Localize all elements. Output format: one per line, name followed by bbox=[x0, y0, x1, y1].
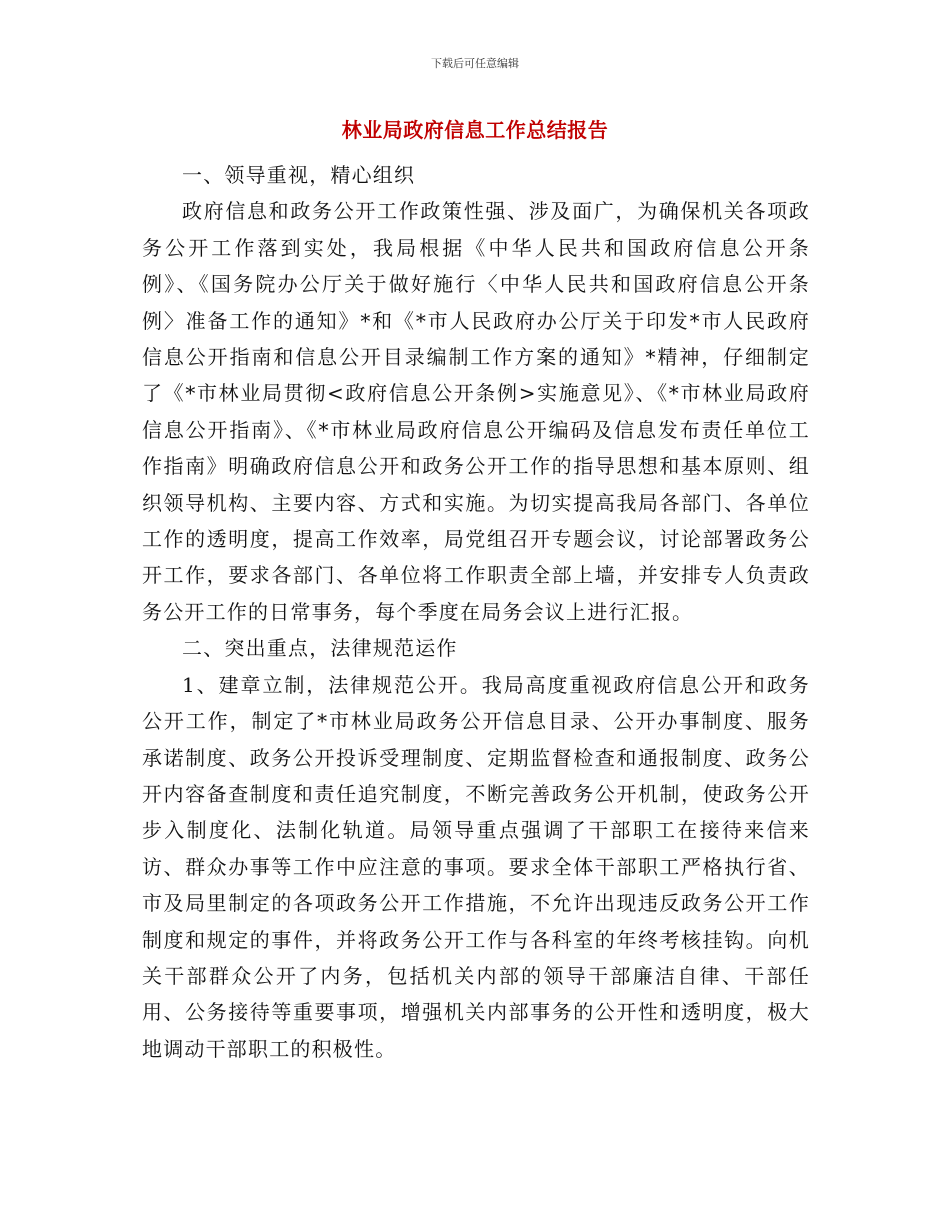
body-paragraph-2: 1、建章立制，法律规范公开。我局高度重视政府信息公开和政务公开工作，制定了*市林业局政务公开信息目录、公开办事制度、服务承诺制度、政务公开投诉受理制度、定期监督检查和通报制度、政务公开内容备查制度和责任追究制度，不断完善政务公开机制，使政务公开步入制度化、法制化轨道。局领导重点强调了干部职工在接待来信来访、群众办事等工作中应注意的事项。要求全体干部职工严格执行省、市及局里制定的各项政务公开工作措施，不允许出现违反政务公开工作制度和规定的事件，并将政务公开工作与各科室的年终考核挂钩。向机关干部群众公开了内务，包括机关内部的领导干部廉洁自律、干部任用、公务接待等重要事项，增强机关内部事务的公开性和透明度，极大地调动干部职工的积极性。 bbox=[142, 672, 810, 1061]
document-title: 林业局政府信息工作总结报告 bbox=[341, 118, 609, 142]
body-paragraph-1: 政府信息和政务公开工作政策性强、涉及面广，为确保机关各项政务公开工作落到实处，我局根据《中华人民共和国政府信息公开条例》、《国务院办公厅关于做好施行〈中华人民共和国政府信息公开条例〉准备工作的通知》*和《*市人民政府办公厅关于印发*市人民政府信息公开指南和信息公开目录编制工作方案的通知》*精神，仔细制定了《*市林业局贯彻<政府信息公开条例>实施意见》、《*市林业局政府信息公开指南》、《*市林业局政府信息公开编码及信息发布责任单位工作指南》明确政府信息公开和政务公开工作的指导思想和基本原则、组织领导机构、主要内容、方式和实施。为切实提高我局各部门、各单位工作的透明度，提高工作效率，局党组召开专题会议，讨论部署政务公开工作，要求各部门、各单位将工作职责全部上墙，并安排专人负责政务公开工作的日常事务，每个季度在局务会议上进行汇报。 bbox=[142, 199, 810, 624]
section-heading-2: 二、突出重点，法律规范运作 bbox=[182, 636, 458, 661]
header-note: 下载后可任意编辑 bbox=[431, 57, 519, 70]
section-heading-1: 一、领导重视，精心组织 bbox=[182, 163, 416, 187]
document-body bbox=[142, 157, 810, 1067]
